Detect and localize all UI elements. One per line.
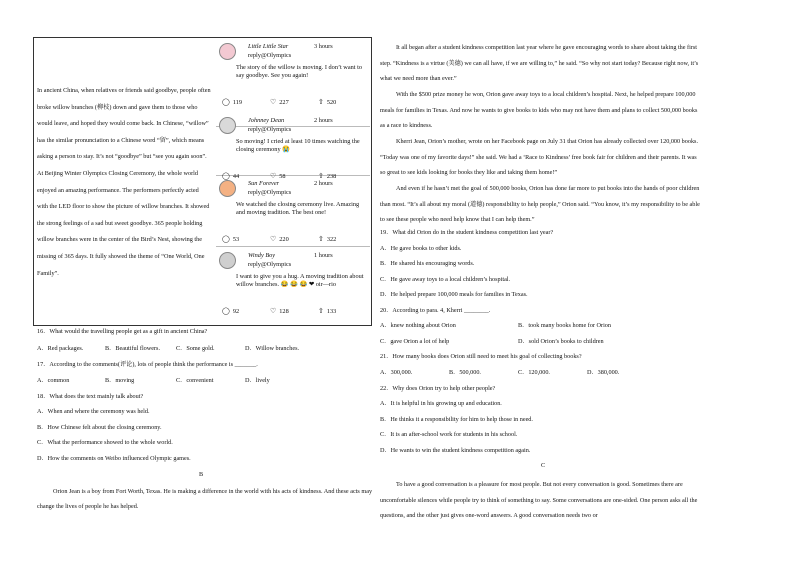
section-c-label: C (541, 462, 546, 469)
option-16d: D．Willow branches. (245, 345, 300, 352)
comment-count: 92 (232, 308, 240, 315)
comment-username: Johnney Dean (248, 117, 285, 124)
comment-time: 3 hours (314, 43, 333, 50)
option-18b: B．How Chinese felt about the closing ceremony. (37, 424, 162, 431)
avatar (219, 180, 236, 197)
weibo-comment (216, 40, 366, 109)
heart-icon: ♡ (270, 307, 277, 315)
share-count: 133 (326, 308, 337, 315)
comment-bubble-icon: ◯ (222, 307, 230, 315)
option-22c: C．It is an after-school work for students in his school. (380, 431, 518, 438)
option-21d: D．380,000. (587, 369, 620, 376)
passage-b-p4: And even if he hasn’t met the goal of 500,000 books, Orion has done far more to put books into the hands of poor children than most. “It’s all about my moral (道德) responsibility to help people,” Orion said. “You know, it’s my responsibility to be able to see these people who need help know that I can help them.” (380, 185, 700, 224)
like-count: 58 (279, 173, 286, 180)
comment-reply-to: reply@Olympics (248, 261, 292, 268)
comment-stats (222, 235, 367, 244)
weibo-comment (216, 249, 366, 318)
passage-b-p3: Kherri Jean, Orion’s mother, wrote on her Facebook page on July 31 that Orion has already collected over 120,000 books. “Today was one of my favorite days!” she said. We had a ‘Race to Kindness’ free book fair for children and their parents. It was so great to see kids looking for books they like and taking them home!” (380, 138, 698, 177)
passage-a-intro: In ancient China, when relatives or friends said goodbye, people often broke willow branches (柳枝) down and gave them to those who would leave, and hoped they would come back. In Chinese, “willow” has the similar pronunciation to a Chinese word “留”, which means asking a person to stay. It’s not “goodbye” but “see you again soon”. At Beijing Winter Olympics Closing Ceremony, the whole world enjoyed an amazing performance. The performers perfectly acted with the LED floor to show the picture of willow branches. It showed the strong feelings of a sad but sweet goodbye. 365 people holding willow branches were in the center of the Bird’s Nest, showing the missing of 365 days. It fully showed the theme of “One World, One Family”. (37, 87, 211, 277)
question-22: 22．Why does Orion try to help other people? (380, 385, 496, 392)
comment-username: Sun Forever (248, 180, 280, 187)
option-17a: A．common (37, 377, 70, 384)
option-21c: C．120,000. (518, 369, 550, 376)
like-count: 128 (279, 308, 289, 315)
comment-text: We watched the closing ceremony live. Amazing and moving tradition. The best one! (236, 201, 360, 216)
option-16a: A．Red packages. (37, 345, 84, 352)
comment-time: 2 hours (314, 117, 333, 124)
option-20c: C．gave Orion a lot of help (380, 338, 450, 345)
question-16: 16．What would the travelling people get as a gift in ancient China? (37, 328, 208, 335)
comment-username: Little Little Star (248, 43, 289, 50)
option-22d: D．He wants to win the student kindness competition again. (380, 447, 531, 454)
option-20b: B．took many books home for Orion (518, 322, 611, 329)
comment-stats (222, 307, 367, 316)
share-count: 520 (326, 99, 337, 106)
option-19d: D．He helped prepare 100,000 meals for families in Texas. (380, 291, 528, 298)
comment-count: 119 (232, 99, 243, 106)
option-16c: C．Some gold. (176, 345, 215, 352)
option-16b: B．Beautiful flowers. (105, 345, 160, 352)
question-21: 21．How many books does Orion still need to meet his goal of collecting books? (380, 353, 582, 360)
question-20: 20．According to para. 4, Kherri ________. (380, 307, 491, 314)
option-20d: D．sold Orion’s books to children (518, 338, 604, 345)
question-17: 17．According to the comments(评论), lots of people think the performance is _______. (37, 361, 258, 368)
comment-count: 53 (232, 236, 240, 243)
option-18d: D．How the comments on Weibo influenced Olympic games. (37, 455, 191, 462)
comment-reply-to: reply@Olympics (248, 52, 292, 59)
option-17b: B．moving (105, 377, 135, 384)
passage-b-start: Orion Jean is a boy from Fort Worth, Texas. He is making a difference in the world with his acts of kindness. And these acts may change the lives of people he has helped. (37, 488, 373, 510)
share-icon: ⇧ (318, 98, 324, 106)
comment-bubble-icon: ◯ (222, 235, 230, 243)
comment-text: So moving! I cried at least 10 times watching the closing ceremony 😭 (236, 138, 360, 153)
comment-text: The story of the willow is moving. I don’t want to say goodbye. See you again! (236, 64, 362, 79)
share-count: 322 (326, 236, 337, 243)
comment-emoji: 😭 (282, 145, 291, 153)
section-b-label: B (199, 471, 204, 478)
question-18: 18．What does the text mainly talk about? (37, 393, 144, 400)
passage-b-p2: With the $500 prize money he won, Orion gave away toys to a local children’s hospital. Next, he helped prepare 100,000 meals for families in Texas. And now he wants to give books to kids who may not have them and plans to collect 500,000 books as a race to kindness. (380, 91, 698, 130)
option-21b: B．500,000. (449, 369, 481, 376)
option-22a: A．It is helpful in his growing up and education. (380, 400, 502, 407)
comment-divider (216, 246, 370, 247)
comment-reply-to: reply@Olympics (248, 126, 292, 133)
share-icon: ⇧ (318, 307, 324, 315)
comment-time: 2 hours (314, 180, 333, 187)
avatar (219, 117, 236, 134)
like-count: 227 (279, 99, 289, 106)
avatar (219, 252, 236, 269)
option-18a: A．When and where the ceremony was held. (37, 408, 150, 415)
share-count: 238 (326, 173, 337, 180)
option-17c: C．convenient (176, 377, 214, 384)
comment-bubble-icon: ◯ (222, 172, 230, 180)
question-19: 19．What did Orion do in the student kindness competition last year? (380, 229, 554, 236)
option-17d: D．lively (245, 377, 270, 384)
comment-bubble-icon: ◯ (222, 98, 230, 106)
comment-count: 44 (232, 173, 240, 180)
option-20a: A．knew nothing about Orion (380, 322, 456, 329)
passage-b-p1: It all began after a student kindness competition last year where he gave encouraging words to share about taking the first step. “Kindness is a virtue (美德) we can all have, if we are willing to,” he said. “So why not start today? Because right now, it’s what we need more than ever.” (380, 44, 699, 83)
option-19a: A．He gave books to other kids. (380, 245, 462, 252)
comment-emoji: 😂 😂 😂 ❤ oir—rio (280, 280, 336, 288)
passage-c-text: To have a good conversation is a pleasure for most people. But not every conversation is good. Sometimes there are uncomfortable silences while people try to think of something to say. Some conversations are one-sided. One person asks all the questions, and the other just gives one-word answers. A good conversation needs two or (380, 481, 698, 520)
option-18c: C．What the performance showed to the whole world. (37, 439, 173, 446)
like-count: 220 (279, 236, 289, 243)
share-icon: ⇧ (318, 235, 324, 243)
comment-time: 1 hours (314, 252, 333, 259)
comment-reply-to: reply@Olympics (248, 189, 292, 196)
option-22b: B．He thinks it a responsibility for him to help those in need. (380, 416, 533, 423)
weibo-comment (216, 114, 366, 183)
avatar (219, 43, 236, 60)
option-19c: C．He gave away toys to a local children’s hospital. (380, 276, 511, 283)
heart-icon: ♡ (270, 98, 277, 106)
share-icon: ⇧ (318, 172, 324, 180)
comment-text: I want to give you a hug. A moving tradition about willow branches. 😂 😂 😂 ❤ oir—rio (236, 273, 364, 288)
heart-icon: ♡ (270, 172, 277, 180)
weibo-comment (216, 177, 366, 246)
option-19b: B．He shared his encouraging words. (380, 260, 475, 267)
comment-username: Windy Boy (248, 252, 276, 259)
option-21a: A．300,000. (380, 369, 413, 376)
comment-stats (222, 98, 367, 107)
heart-icon: ♡ (270, 235, 277, 243)
